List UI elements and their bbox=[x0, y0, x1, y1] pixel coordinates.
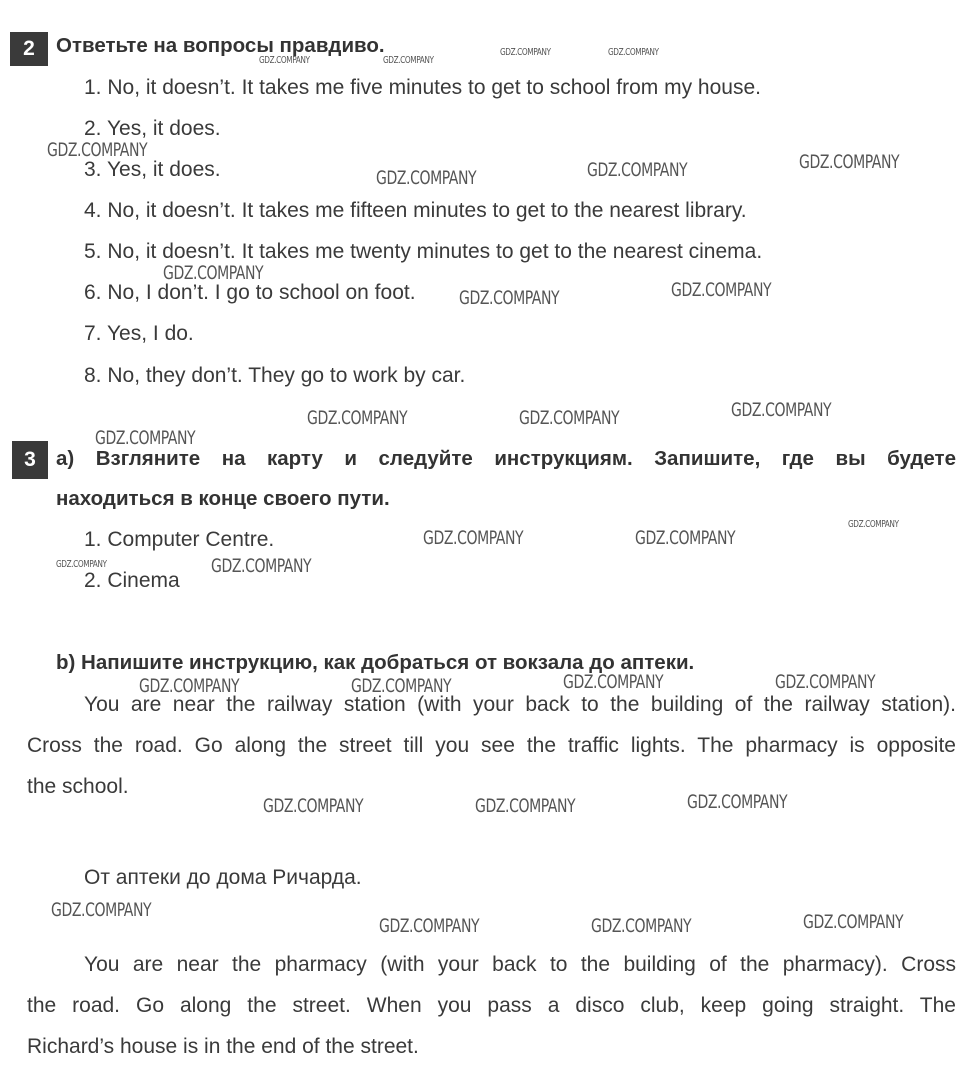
answer-line: 6. No, I don’t. I go to school on foot. bbox=[84, 281, 416, 304]
answer-line: 1. No, it doesn’t. It takes me five minutes to get to school from my house. bbox=[84, 76, 761, 99]
answer-line: 2. Yes, it does. bbox=[84, 117, 221, 140]
answer-line: 2. Cinema bbox=[84, 569, 180, 592]
paragraph-line: the road. Go along the street. When you pass a disco club, keep going straight. The bbox=[27, 994, 956, 1017]
watermark: GDZ.COMPANY bbox=[671, 279, 772, 301]
watermark: GDZ.COMPANY bbox=[608, 47, 659, 58]
answer-line: 5. No, it doesn’t. It takes me twenty minutes to get to the nearest cinema. bbox=[84, 240, 763, 263]
watermark: GDZ.COMPANY bbox=[423, 527, 524, 549]
watermark: GDZ.COMPANY bbox=[376, 167, 477, 189]
watermark: GDZ.COMPANY bbox=[379, 915, 480, 937]
watermark: GDZ.COMPANY bbox=[635, 527, 736, 549]
route-subheading: От аптеки до дома Ричарда. bbox=[84, 866, 362, 889]
watermark: GDZ.COMPANY bbox=[563, 671, 664, 693]
watermark: GDZ.COMPANY bbox=[383, 55, 434, 66]
watermark: GDZ.COMPANY bbox=[263, 795, 364, 817]
watermark: GDZ.COMPANY bbox=[139, 675, 240, 697]
paragraph-line: the school. bbox=[27, 775, 129, 798]
watermark: GDZ.COMPANY bbox=[803, 911, 904, 933]
watermark: GDZ.COMPANY bbox=[56, 559, 107, 570]
watermark: GDZ.COMPANY bbox=[459, 287, 560, 309]
watermark: GDZ.COMPANY bbox=[591, 915, 692, 937]
watermark: GDZ.COMPANY bbox=[47, 139, 148, 161]
paragraph-line: Cross the road. Go along the street till you see the traffic lights. The pharmacy is opposite bbox=[27, 734, 956, 757]
paragraph-line: You are near the railway station (with your back to the building of the railway station). bbox=[84, 693, 956, 716]
task-number-badge: 3 bbox=[12, 441, 48, 479]
task-heading: Ответьте на вопросы правдиво. bbox=[56, 34, 385, 57]
watermark: GDZ.COMPANY bbox=[587, 159, 688, 181]
watermark: GDZ.COMPANY bbox=[211, 555, 312, 577]
task-number-badge: 2 bbox=[10, 32, 48, 66]
answer-line: 4. No, it doesn’t. It takes me fifteen minutes to get to the nearest library. bbox=[84, 199, 747, 222]
watermark: GDZ.COMPANY bbox=[163, 262, 264, 284]
task-heading: а) Взгляните на карту и следуйте инструкциям. Запишите, где вы будете bbox=[56, 447, 956, 470]
watermark: GDZ.COMPANY bbox=[307, 407, 408, 429]
watermark: GDZ.COMPANY bbox=[500, 47, 551, 58]
answer-line: 7. Yes, I do. bbox=[84, 322, 194, 345]
task-heading: находиться в конце своего пути. bbox=[56, 487, 390, 510]
watermark: GDZ.COMPANY bbox=[259, 55, 310, 66]
watermark: GDZ.COMPANY bbox=[519, 407, 620, 429]
paragraph-line: You are near the pharmacy (with your back to the building of the pharmacy). Cross bbox=[84, 953, 956, 976]
watermark: GDZ.COMPANY bbox=[475, 795, 576, 817]
watermark: GDZ.COMPANY bbox=[775, 671, 876, 693]
watermark: GDZ.COMPANY bbox=[51, 899, 152, 921]
answer-line: 8. No, they don’t. They go to work by car. bbox=[84, 364, 466, 387]
watermark: GDZ.COMPANY bbox=[687, 791, 788, 813]
answer-line: 1. Computer Centre. bbox=[84, 528, 275, 551]
watermark: GDZ.COMPANY bbox=[351, 675, 452, 697]
answer-line: 3. Yes, it does. bbox=[84, 158, 221, 181]
watermark: GDZ.COMPANY bbox=[848, 519, 899, 530]
watermark: GDZ.COMPANY bbox=[95, 427, 196, 449]
watermark: GDZ.COMPANY bbox=[731, 399, 832, 421]
paragraph-line: Richard’s house is in the end of the street. bbox=[27, 1035, 419, 1058]
task-subheading: b) Напишите инструкцию, как добраться от вокзала до аптеки. bbox=[56, 651, 695, 674]
watermark: GDZ.COMPANY bbox=[799, 151, 900, 173]
